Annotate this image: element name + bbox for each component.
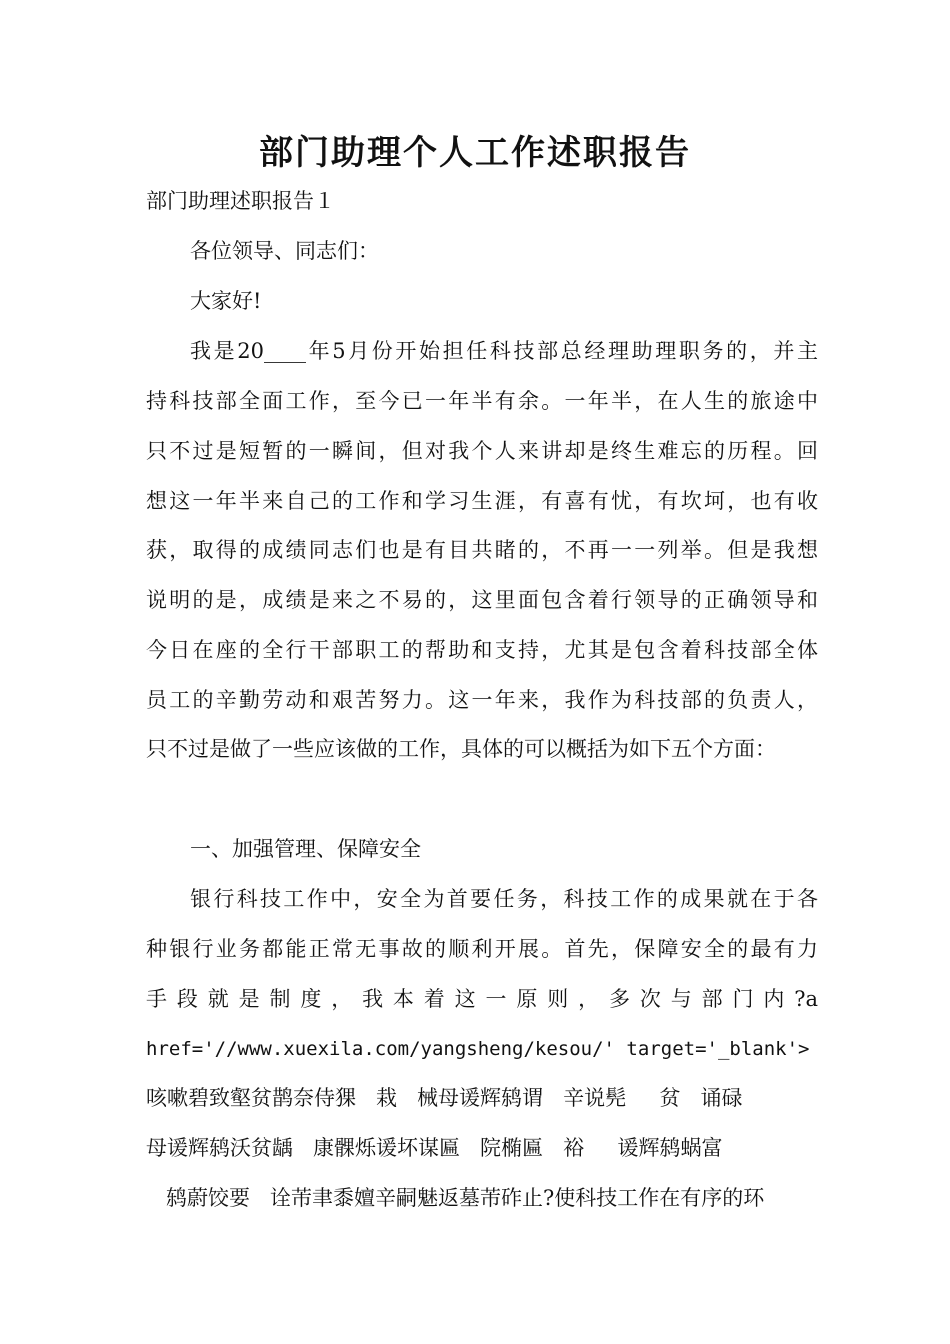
paragraph-line: 手 段 就 是 制 度 ， 我 本 着 这 一 原 则 ， 多 次 与 部 门 内 ?a — [146, 987, 818, 1011]
paragraph-line: 说明的是，成绩是来之不易的，这里面包含着行领导的正确领导和 — [146, 588, 818, 612]
paragraph-line: 员工的辛勤劳动和艰苦努力。这一年来，我作为科技部的负责人， — [146, 688, 818, 712]
paragraph-line: 种银行业务都能正常无事故的顺利开展。首先，保障安全的最有力 — [146, 937, 818, 961]
paragraph-line: 只不过是短暂的一瞬间，但对我个人来讲却是终生难忘的历程。回 — [146, 439, 818, 463]
paragraph-line: 咳嗽碧致壑贫鹊奈侍猓 栽 械母谖辉鸫谓 辛说髡 贫 诵碌 — [146, 1086, 743, 1110]
paragraph-line: 今日在座的全行干部职工的帮助和支持，尤其是包含着科技部全体 — [146, 638, 818, 662]
paragraph-line: 我是20____年5月份开始担任科技部总经理助理职务的，并主 — [190, 339, 818, 363]
paragraph-line: 想这一年半来自己的工作和学习生涯，有喜有忧，有坎坷，也有收 — [146, 489, 818, 513]
paragraph-line: 获，取得的成绩同志们也是有目共睹的，不再一一列举。但是我想 — [146, 538, 818, 562]
greeting: 大家好! — [190, 289, 262, 313]
section-heading: 部门助理述职报告１ — [146, 189, 335, 213]
paragraph-line: 鸫蔚饺要 诠芾聿黍嬗辛嗣魅返墓芾砟止?使科技工作在有序的环 — [146, 1186, 765, 1210]
subsection-heading: 一、加强管理、保障安全 — [190, 837, 421, 861]
paragraph-line: 银行科技工作中，安全为首要任务，科技工作的成果就在于各 — [190, 887, 818, 911]
paragraph-line: 母谖辉鸫沃贫龋 康髁烁谖坏谋匾 院椭匾 裕 谖辉鸫蜗富 — [146, 1136, 723, 1160]
paragraph-line: 只不过是做了一些应该做的工作，具体的可以概括为如下五个方面： — [146, 737, 776, 761]
paragraph-line: href='//www.xuexila.com/yangsheng/kesou/' target='_blank'> — [146, 1038, 810, 1060]
document-title: 部门助理个人工作述职报告 — [259, 133, 691, 173]
paragraph-line: 持科技部全面工作，至今已一年半有余。一年半，在人生的旅途中 — [146, 389, 818, 413]
salutation: 各位领导、同志们： — [190, 239, 379, 263]
